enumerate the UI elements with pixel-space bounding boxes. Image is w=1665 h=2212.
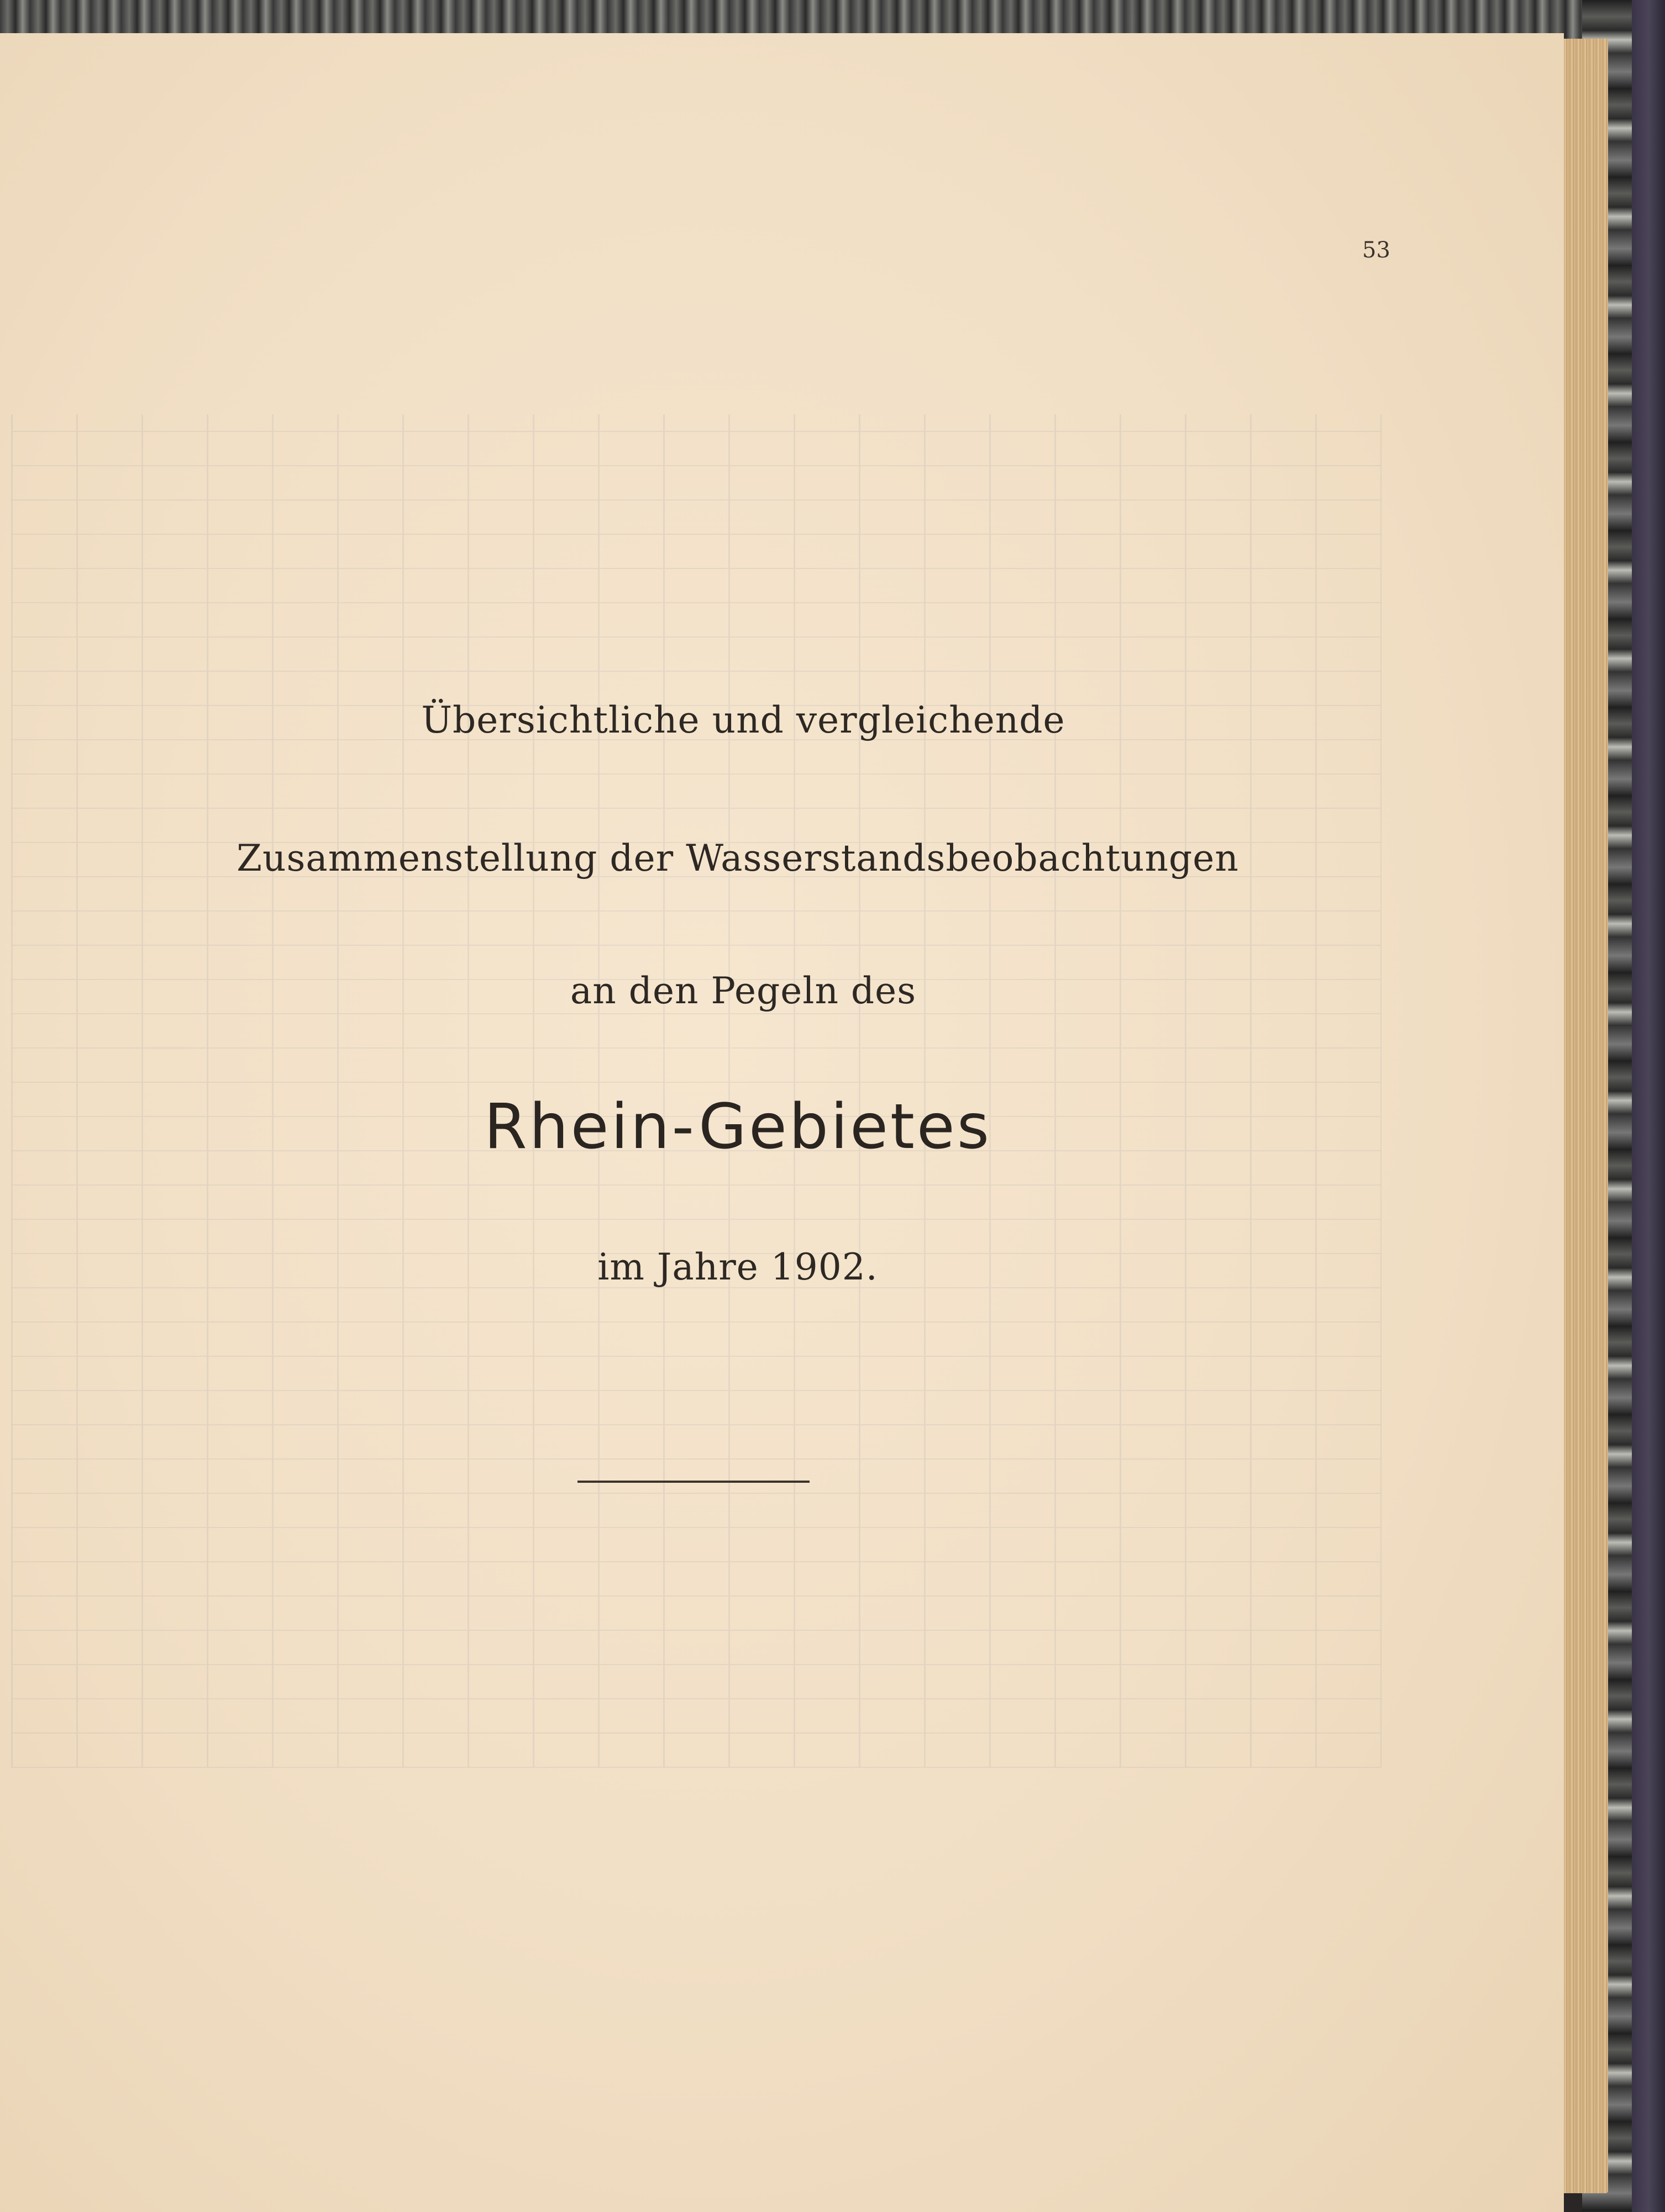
title-line-3: an den Pegeln des [570,970,917,1012]
page-number: 53 [1362,238,1390,263]
horizontal-rule [577,1481,810,1483]
title-line-2: Zusammenstellung der Wasserstandsbeobachtungen [237,837,1239,879]
title-line-1: Übersichtliche und vergleichende [421,699,1065,741]
book-cover-edge [1632,0,1665,2212]
document-page [0,33,1564,2212]
title-line-5: im Jahre 1902. [597,1246,878,1288]
title-main: Rhein-Gebietes [484,1091,992,1163]
